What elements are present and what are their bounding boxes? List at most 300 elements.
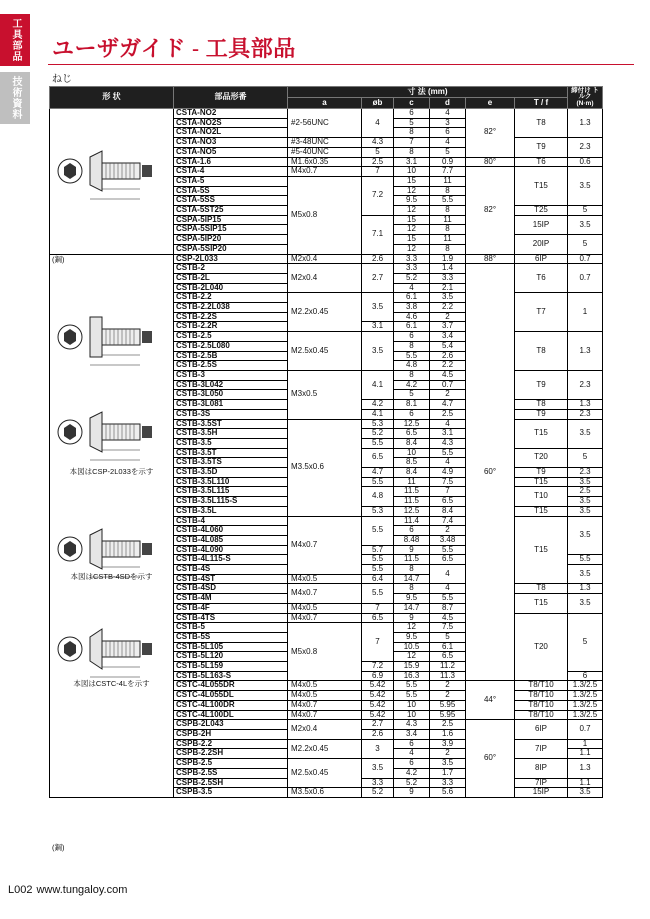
part-number: CSTB-5L163-S — [174, 671, 288, 681]
cell-c: 9.5 — [394, 594, 430, 604]
part-number: CSTC-4L055DR — [174, 681, 288, 691]
material-note-2: (鋼) — [52, 842, 65, 852]
part-number: CSTB-3.5L115-S — [174, 497, 288, 507]
cell-torque: 2.3 — [568, 138, 603, 157]
cell-d: 1.6 — [430, 730, 466, 740]
part-number: CSPB-2L043 — [174, 720, 288, 730]
part-number: CSTB-3L042 — [174, 380, 288, 390]
cell-ob: 5.7 — [362, 545, 394, 555]
cell-torque: 1.3 — [568, 109, 603, 138]
cell-a: M3.5x0.6 — [288, 419, 362, 516]
part-number: CSTB-2.2 — [174, 293, 288, 303]
part-number: CSTA-NO2S — [174, 118, 288, 128]
cell-torque: 1 — [568, 739, 603, 749]
col-ob: øb — [362, 98, 394, 109]
shape-diagram-cell — [50, 109, 174, 255]
cell-torque: 3.5 — [568, 419, 603, 448]
cell-d: 7.4 — [430, 516, 466, 526]
cell-d: 2.5 — [430, 720, 466, 730]
part-number: CSP-2L033 — [174, 254, 288, 264]
cell-d: 11 — [430, 176, 466, 186]
footer — [8, 884, 127, 896]
cell-d: 2 — [430, 312, 466, 322]
cell-a: M2x0.4 — [288, 720, 362, 739]
part-number: CSTB-4 — [174, 516, 288, 526]
cell-a: M2.2x0.45 — [288, 739, 362, 758]
cell-ob: 5.2 — [362, 429, 394, 439]
cell-d: 8 — [430, 206, 466, 216]
cell-a: M4x0.5 — [288, 691, 362, 701]
cell-d: 4 — [430, 419, 466, 429]
cell-tf: T8 — [515, 332, 568, 371]
part-number: CSTB-2.2R — [174, 322, 288, 332]
cell-c: 5.5 — [394, 351, 430, 361]
part-number: CSTB-4L115-S — [174, 555, 288, 565]
cell-ob: 4 — [362, 109, 394, 138]
cell-d: 3.9 — [430, 739, 466, 749]
cell-tf: 7IP — [515, 778, 568, 788]
cell-c: 8.48 — [394, 535, 430, 545]
cell-c: 12 — [394, 244, 430, 254]
cell-tf: T15 — [515, 516, 568, 584]
cell-d: 5 — [430, 147, 466, 157]
cell-e: 60° — [466, 720, 515, 798]
cell-tf: T8/T10 — [515, 710, 568, 720]
part-number: CSTC-4L100DR — [174, 700, 288, 710]
cell-c: 9.5 — [394, 196, 430, 206]
cell-c: 12 — [394, 186, 430, 196]
cell-d: 3 — [430, 118, 466, 128]
cell-torque: 1.3/2.5 — [568, 691, 603, 701]
cell-d: 4 — [430, 458, 466, 468]
cell-a: #5-40UNC — [288, 147, 362, 157]
cell-torque: 6 — [568, 671, 603, 681]
part-number: CSTB-3.5H — [174, 429, 288, 439]
section-subtitle: ねじ — [52, 74, 72, 85]
cell-ob: 7.1 — [362, 215, 394, 254]
part-number: CSTB-4L090 — [174, 545, 288, 555]
cell-torque: 3.5 — [568, 506, 603, 516]
part-number: CSTB-2L — [174, 273, 288, 283]
cell-ob: 7.2 — [362, 176, 394, 215]
cell-ob: 2.6 — [362, 730, 394, 740]
cell-d: 6 — [430, 128, 466, 138]
cell-d: 3.1 — [430, 429, 466, 439]
cell-c: 6.1 — [394, 293, 430, 303]
caption-cstb: 本図はCSTB-4SDを示す — [70, 571, 153, 581]
cell-c: 6 — [394, 409, 430, 419]
cell-ob: 4.1 — [362, 409, 394, 419]
cell-c: 11.4 — [394, 516, 430, 526]
title-sub: 工具部品 — [205, 36, 296, 61]
cell-c: 10 — [394, 710, 430, 720]
screw-spec-table — [49, 86, 603, 852]
cell-ob: 5.5 — [362, 584, 394, 603]
cell-a: M4x0.7 — [288, 710, 362, 720]
caption-cstc: 本図はCSTC-4Lを示す — [73, 678, 150, 688]
cell-d: 4.5 — [430, 613, 466, 623]
cell-ob: 6.5 — [362, 613, 394, 623]
cell-c: 6 — [394, 759, 430, 769]
cell-d: 5.5 — [430, 594, 466, 604]
cell-tf: T7 — [515, 293, 568, 332]
part-number: CSTA-NO3 — [174, 138, 288, 148]
cell-d: 5.95 — [430, 710, 466, 720]
cell-c: 15 — [394, 235, 430, 245]
cell-c: 11 — [394, 477, 430, 487]
cell-torque: 3.5 — [568, 497, 603, 507]
part-number: CSTA-NO2L — [174, 128, 288, 138]
cell-d: 5.4 — [430, 341, 466, 351]
cell-torque: 3.5 — [568, 788, 603, 798]
cell-d: 5.6 — [430, 788, 466, 798]
cell-tf: T8/T10 — [515, 691, 568, 701]
cell-c: 5.2 — [394, 273, 430, 283]
cell-d: 2.6 — [430, 351, 466, 361]
part-number: CSTB-4F — [174, 603, 288, 613]
cell-ob: 5.42 — [362, 700, 394, 710]
part-number: CSTB-3L081 — [174, 400, 288, 410]
part-number: CSTB-2.5 — [174, 332, 288, 342]
part-number: CSTB-4ST — [174, 574, 288, 584]
cell-d: 2.2 — [430, 303, 466, 313]
cell-c: 5 — [394, 390, 430, 400]
cell-ob: 5 — [362, 147, 394, 157]
cell-c: 12 — [394, 652, 430, 662]
cell-c: 4.3 — [394, 720, 430, 730]
cell-a: M1.6x0.35 — [288, 157, 362, 167]
cell-tf: T15 — [515, 506, 568, 516]
cell-d: 6.5 — [430, 555, 466, 565]
cell-a: M2.5x0.45 — [288, 332, 362, 371]
cell-e: 44° — [466, 681, 515, 720]
part-number: CSTA-5 — [174, 176, 288, 186]
cell-c: 8 — [394, 341, 430, 351]
cell-d: 4 — [430, 584, 466, 594]
cell-c: 5.2 — [394, 778, 430, 788]
col-shape: 形 状 — [50, 87, 174, 109]
part-number: CSTB-3.5D — [174, 468, 288, 478]
cell-d: 8 — [430, 186, 466, 196]
cell-d: 3.7 — [430, 322, 466, 332]
part-number: CSTA-4 — [174, 167, 288, 177]
cell-c: 12 — [394, 225, 430, 235]
cell-c: 10 — [394, 700, 430, 710]
cell-a: M2x0.4 — [288, 254, 362, 264]
cell-c: 12.5 — [394, 419, 430, 429]
part-number: CSTB-2.2L038 — [174, 303, 288, 313]
cell-c: 4.8 — [394, 361, 430, 371]
cell-ob: 7 — [362, 603, 394, 613]
cell-tf: T10 — [515, 487, 568, 506]
cell-tf: T8 — [515, 109, 568, 138]
cell-torque: 3.5 — [568, 565, 603, 584]
cell-a: M4x0.5 — [288, 681, 362, 691]
cell-a: M4x0.5 — [288, 574, 362, 584]
part-number: CSTA-5SS — [174, 196, 288, 206]
cell-d: 1.4 — [430, 264, 466, 274]
cell-ob: 6.4 — [362, 574, 394, 584]
col-a: a — [288, 98, 362, 109]
part-number: CSTA-NO2 — [174, 109, 288, 119]
cell-c: 12 — [394, 623, 430, 633]
cell-d: 6.1 — [430, 642, 466, 652]
col-c: c — [394, 98, 430, 109]
cell-d: 11 — [430, 235, 466, 245]
cell-e: 88° — [466, 254, 515, 264]
cell-c: 11.5 — [394, 497, 430, 507]
part-number: CSTB-2.5S — [174, 361, 288, 371]
part-number: CSTB-4L085 — [174, 535, 288, 545]
cell-ob: 4.3 — [362, 138, 394, 148]
cell-c: 12 — [394, 206, 430, 216]
cell-d: 2.2 — [430, 361, 466, 371]
cell-ob: 7 — [362, 623, 394, 662]
col-dimensions: 寸 法 (mm) — [288, 87, 568, 98]
cell-torque: 1.3/2.5 — [568, 710, 603, 720]
part-number: CSTB-3S — [174, 409, 288, 419]
part-number: CSTB-3.5L — [174, 506, 288, 516]
cell-ob: 7.2 — [362, 662, 394, 672]
cell-torque: 0.7 — [568, 254, 603, 264]
cell-c: 4.6 — [394, 312, 430, 322]
cell-d: 7.5 — [430, 477, 466, 487]
part-number: CSTB-5L159 — [174, 662, 288, 672]
cell-c: 10 — [394, 167, 430, 177]
cell-c: 8.1 — [394, 400, 430, 410]
cell-torque: 1.3/2.5 — [568, 700, 603, 710]
cell-a: M4x0.7 — [288, 167, 362, 177]
part-number: CSTB-3.5TS — [174, 458, 288, 468]
cell-c: 4.2 — [394, 768, 430, 778]
cell-tf: T25 — [515, 206, 568, 216]
part-number: CSPA-5SIP20 — [174, 244, 288, 254]
cell-tf: 20IP — [515, 235, 568, 254]
col-e: e — [466, 98, 515, 109]
cell-c: 12.5 — [394, 506, 430, 516]
cell-torque: 3.5 — [568, 477, 603, 487]
material-note: (鋼) — [52, 254, 65, 264]
cell-c: 8 — [394, 147, 430, 157]
part-number: CSTB-5S — [174, 632, 288, 642]
cell-d: 2 — [430, 526, 466, 536]
cell-torque: 2.3 — [568, 468, 603, 478]
cell-c: 5.5 — [394, 691, 430, 701]
cell-c: 9 — [394, 613, 430, 623]
part-number: CSTB-3.5L110 — [174, 477, 288, 487]
cell-d: 8.7 — [430, 603, 466, 613]
cell-c: 6 — [394, 332, 430, 342]
part-number: CSTB-4SD — [174, 584, 288, 594]
cell-d: 4.3 — [430, 438, 466, 448]
cell-d: 8 — [430, 244, 466, 254]
cell-d: 7.5 — [430, 623, 466, 633]
cell-a: M4x0.7 — [288, 613, 362, 623]
cell-ob: 5.3 — [362, 419, 394, 429]
cell-tf: T9 — [515, 468, 568, 478]
part-number: CSTA-1.6 — [174, 157, 288, 167]
cell-c: 10.5 — [394, 642, 430, 652]
cell-d: 1.9 — [430, 254, 466, 264]
col-part-number: 部品形番 — [174, 87, 288, 109]
cell-d: 5 — [430, 632, 466, 642]
part-number: CSTB-2 — [174, 264, 288, 274]
cell-d: 0.9 — [430, 157, 466, 167]
cell-c: 4.2 — [394, 380, 430, 390]
cell-torque: 0.7 — [568, 720, 603, 739]
footer-url[interactable]: www.tungaloy.com — [36, 884, 128, 896]
cell-d: 11.3 — [430, 671, 466, 681]
cell-a: #2-56UNC — [288, 109, 362, 138]
cell-d: 5.5 — [430, 196, 466, 206]
cell-torque: 5 — [568, 448, 603, 467]
cell-c: 5.5 — [394, 681, 430, 691]
cell-c: 5 — [394, 118, 430, 128]
cell-ob: 2.6 — [362, 254, 394, 264]
part-number: CSTB-2L040 — [174, 283, 288, 293]
cell-c: 8.4 — [394, 468, 430, 478]
cell-e: 82° — [466, 167, 515, 254]
cell-ob: 3.5 — [362, 332, 394, 371]
part-number: CSTC-4L055DL — [174, 691, 288, 701]
cell-c: 15 — [394, 215, 430, 225]
cell-tf: T8 — [515, 400, 568, 410]
cell-a: M4x0.5 — [288, 603, 362, 613]
part-number: CSPB-2.5 — [174, 759, 288, 769]
cell-tf: 6IP — [515, 720, 568, 739]
cell-tf: 15IP — [515, 215, 568, 234]
cell-tf: T15 — [515, 477, 568, 487]
cell-d: 3.3 — [430, 273, 466, 283]
cell-ob: 2.7 — [362, 720, 394, 730]
cell-d: 5.5 — [430, 545, 466, 555]
cell-tf: T9 — [515, 370, 568, 399]
cell-ob: 4.7 — [362, 468, 394, 478]
caption-csp: 本図はCSP-2L033を示す — [69, 466, 154, 476]
cell-c: 4 — [394, 749, 430, 759]
cell-a: M2.5x0.45 — [288, 759, 362, 788]
part-number: CSTB-5 — [174, 623, 288, 633]
cell-c: 6 — [394, 739, 430, 749]
cell-torque: 5 — [568, 235, 603, 254]
cell-ob: 4.1 — [362, 370, 394, 399]
cell-c: 3.3 — [394, 254, 430, 264]
cell-d: 4.9 — [430, 468, 466, 478]
part-number: CSPB-2.5S — [174, 768, 288, 778]
cell-c: 8 — [394, 370, 430, 380]
cell-ob: 3.1 — [362, 322, 394, 332]
cell-torque: 1.3 — [568, 332, 603, 371]
cell-e: 60° — [466, 264, 515, 681]
cell-c: 11.5 — [394, 555, 430, 565]
cell-d: 11.2 — [430, 662, 466, 672]
title-separator: - — [191, 36, 200, 61]
cell-tf: T8/T10 — [515, 681, 568, 691]
table-row — [50, 109, 603, 119]
cell-a: M2.2x0.45 — [288, 293, 362, 332]
cell-torque: 3.5 — [568, 167, 603, 206]
cell-d: 8.4 — [430, 506, 466, 516]
cell-d: 5.5 — [430, 448, 466, 458]
cell-ob: 3 — [362, 739, 394, 758]
cell-c: 3.4 — [394, 730, 430, 740]
cell-d: 2.5 — [430, 409, 466, 419]
cell-tf: T9 — [515, 409, 568, 419]
cell-d: 3.5 — [430, 759, 466, 769]
screw-drawing-icon — [50, 617, 170, 687]
cell-d: 3.3 — [430, 778, 466, 788]
cell-ob: 5.42 — [362, 681, 394, 691]
cell-torque: 2.3 — [568, 409, 603, 419]
cell-d: 11 — [430, 215, 466, 225]
cell-d: 7.7 — [430, 167, 466, 177]
cell-torque: 1 — [568, 293, 603, 332]
part-number: CSTB-2.5B — [174, 351, 288, 361]
cell-tf: T6 — [515, 157, 568, 167]
cell-d: 5.95 — [430, 700, 466, 710]
part-number: CSTB-3.5ST — [174, 419, 288, 429]
cell-d: 6.5 — [430, 652, 466, 662]
cell-torque: 3.5 — [568, 594, 603, 613]
cell-ob: 3.3 — [362, 778, 394, 788]
cell-tf: T20 — [515, 613, 568, 681]
part-number: CSPA-5IP20 — [174, 235, 288, 245]
cell-d: 4.5 — [430, 370, 466, 380]
part-number: CSTB-2.2S — [174, 312, 288, 322]
part-number: CSTB-4TS — [174, 613, 288, 623]
part-number: CSTB-4S — [174, 565, 288, 575]
cell-c: 7 — [394, 138, 430, 148]
cell-d: 7 — [430, 487, 466, 497]
cell-torque: 1.3 — [568, 759, 603, 778]
cell-torque: 2.3 — [568, 370, 603, 399]
cell-torque: 1.1 — [568, 778, 603, 788]
cell-e: 80° — [466, 157, 515, 167]
cell-d: 3.4 — [430, 332, 466, 342]
part-number: CSTA-NO5 — [174, 147, 288, 157]
part-number: CSTA-5ST25 — [174, 206, 288, 216]
cell-d: 2 — [430, 681, 466, 691]
cell-tf: T8/T10 — [515, 700, 568, 710]
part-number: CSTA-5S — [174, 186, 288, 196]
part-number: CSTB-3 — [174, 370, 288, 380]
part-number: CSTB-4M — [174, 594, 288, 604]
part-number: CSPA-5SIP15 — [174, 225, 288, 235]
side-tab-tool-parts[interactable]: 工具部品 — [0, 14, 30, 66]
side-tab-technical-data[interactable]: 技術資料 — [0, 72, 30, 124]
part-number: CSTB-2.5L080 — [174, 341, 288, 351]
part-number: CSTB-5L120 — [174, 652, 288, 662]
cell-c: 14.7 — [394, 574, 430, 584]
cell-a: M3.5x0.6 — [288, 788, 362, 798]
shape-diagram-cell — [50, 254, 174, 852]
cell-ob: 5.42 — [362, 710, 394, 720]
cell-c: 6 — [394, 109, 430, 119]
cell-d: 2 — [430, 390, 466, 400]
cell-c: 9 — [394, 545, 430, 555]
cell-c: 14.7 — [394, 603, 430, 613]
cell-ob: 6.9 — [362, 671, 394, 681]
cell-c: 16.3 — [394, 671, 430, 681]
cell-c: 15 — [394, 176, 430, 186]
cell-ob: 5.5 — [362, 555, 394, 565]
part-number: CSPA-5IP15 — [174, 215, 288, 225]
cell-d: 2 — [430, 749, 466, 759]
cell-c: 6.5 — [394, 429, 430, 439]
cell-a: M5x0.8 — [288, 176, 362, 254]
col-torque: 締付け トルク (N·m) — [568, 87, 603, 109]
screw-drawing-icon — [50, 400, 170, 470]
